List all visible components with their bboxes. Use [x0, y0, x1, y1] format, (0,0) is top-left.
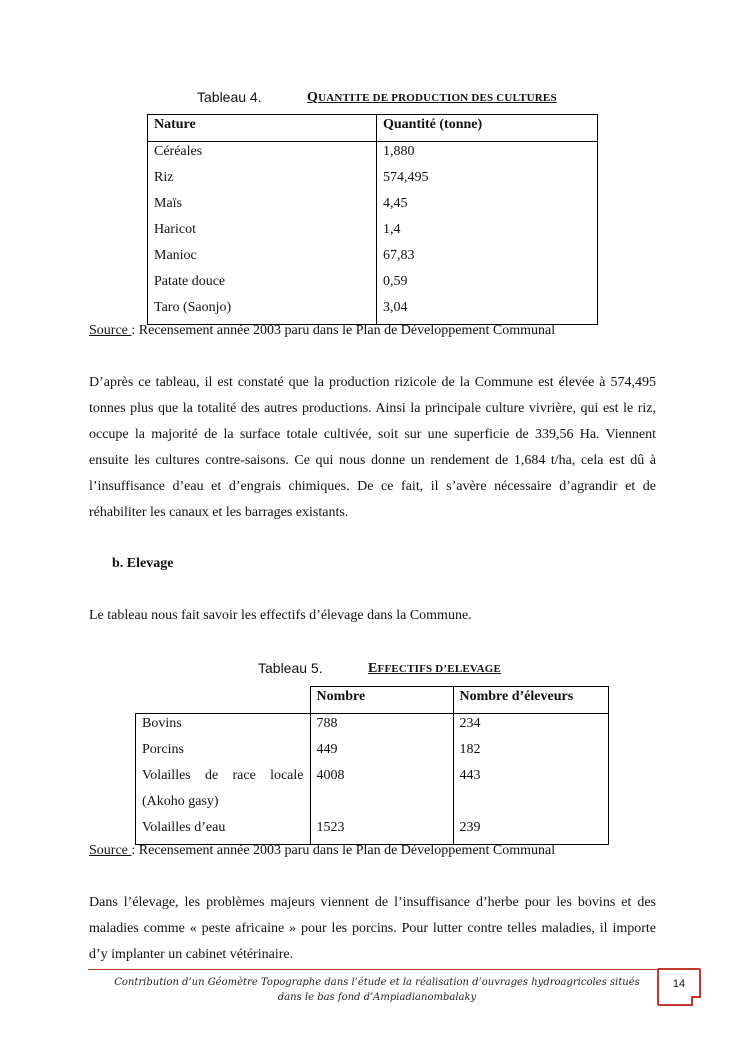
table5-header-nombre: Nombre — [310, 687, 453, 714]
table-header-row — [148, 115, 598, 142]
table-cell: 234 — [453, 714, 609, 741]
table-row — [148, 246, 598, 272]
table-cell: 1,880 — [383, 144, 415, 159]
source-text: : Recensement année 2003 paru dans le Plan de Développement Communal — [131, 843, 556, 858]
table-cell: Haricot — [148, 220, 377, 246]
paragraph-production: D’après ce tableau, il est constaté que la production rizicole de la Commune est élevée à 574,495 tonnes plus que la totalité des autres productions. Ainsi la principale culture vivrière, qui est le riz, occupe la majorité de la surface totale cultivée, soit sur une superficie de 339,56 Ha. Viennent ensuite les cultures contre-saisons. Ce qui nous donne un rendement de 1,684 t/ha, cela est dû à l’insuffisance d’eau et d’engrais chimiques. De ce fait, il s’avère nécessaire d’agrandir et de réhabiliter les canaux et les barrages existants. — [89, 375, 656, 520]
table-row — [136, 714, 609, 741]
table-row — [148, 168, 598, 194]
table-row — [148, 194, 598, 220]
table-row — [148, 298, 598, 325]
paragraph-problems: Dans l’élevage, les problèmes majeurs viennent de l’insuffisance d’herbe pour les bovins et des maladies comme « peste africaine » pour les porcins. Pour lutter contre telles maladies, il importe d’y implanter un cabinet vétérinaire. — [89, 895, 656, 962]
table5-title: EFFECTIFS D’ELEVAGE — [368, 661, 502, 676]
table-cell: Riz — [148, 168, 377, 194]
table4 — [147, 114, 598, 325]
table-cell: Bovins — [136, 714, 311, 741]
paragraph-intro-elevage: Le tableau nous fait savoir les effectifs d’élevage dans la Commune. — [89, 608, 472, 623]
table-cell: Patate douce — [148, 272, 377, 298]
table-cell: 182 — [453, 740, 609, 766]
table-cell: Taro (Saonjo) — [148, 298, 377, 325]
table-row — [148, 220, 598, 246]
section-heading-elevage: b. Elevage — [112, 556, 174, 571]
source-note — [89, 843, 555, 859]
table-row — [136, 766, 609, 792]
source-note — [89, 323, 555, 339]
table5-label: Tableau 5. — [258, 660, 323, 676]
table-cell — [453, 792, 609, 818]
table-cell: 788 — [310, 714, 453, 741]
table-cell — [310, 792, 453, 818]
table-cell: 574,495 — [383, 170, 429, 185]
table-row — [148, 272, 598, 298]
table-header-row — [136, 687, 609, 714]
table-row — [136, 740, 609, 766]
table-row — [136, 792, 609, 818]
page-number: 14 — [657, 968, 701, 1006]
source-label: Source — [89, 843, 132, 858]
table-cell: 1,4 — [383, 222, 401, 237]
table-cell: 3,04 — [383, 300, 408, 315]
table5-header-eleveurs: Nombre d’éleveurs — [453, 687, 609, 714]
footer-divider — [88, 969, 660, 970]
table4-header-nature: Nature — [148, 115, 377, 142]
table-cell: 4,45 — [383, 196, 408, 211]
source-label: Source — [89, 323, 132, 338]
table4-label: Tableau 4. — [197, 89, 262, 105]
table5 — [135, 686, 609, 845]
table4-title: QUANTITE DE PRODUCTION DES CULTURES — [307, 90, 557, 105]
table-cell: Volailles de race locale — [136, 766, 311, 792]
table-cell: 239 — [453, 818, 609, 845]
table-cell: Céréales — [148, 142, 377, 169]
table-cell: (Akoho gasy) — [136, 792, 311, 818]
table-cell: Volailles d’eau — [136, 818, 311, 845]
table-cell: Porcins — [136, 740, 311, 766]
table5-header-empty — [136, 687, 311, 714]
table-cell: Maïs — [148, 194, 377, 220]
table-row — [136, 818, 609, 845]
table-cell: 1523 — [310, 818, 453, 845]
table-row — [148, 142, 598, 169]
table-cell: 0,59 — [383, 274, 408, 289]
table-cell: 443 — [453, 766, 609, 792]
footer-text: Contribution d’un Géomètre Topographe dans l’étude et la réalisation d’ouvrages hydroagricoles situés dans le bas fond d’Ampiadianombalaky — [114, 977, 640, 1003]
table-cell: 67,83 — [383, 248, 415, 263]
table-cell: Manioc — [148, 246, 377, 272]
source-text: : Recensement année 2003 paru dans le Plan de Développement Communal — [131, 323, 556, 338]
table-cell: 4008 — [310, 766, 453, 792]
table4-header-quantite: Quantité (tonne) — [383, 117, 483, 132]
table-cell: 449 — [310, 740, 453, 766]
